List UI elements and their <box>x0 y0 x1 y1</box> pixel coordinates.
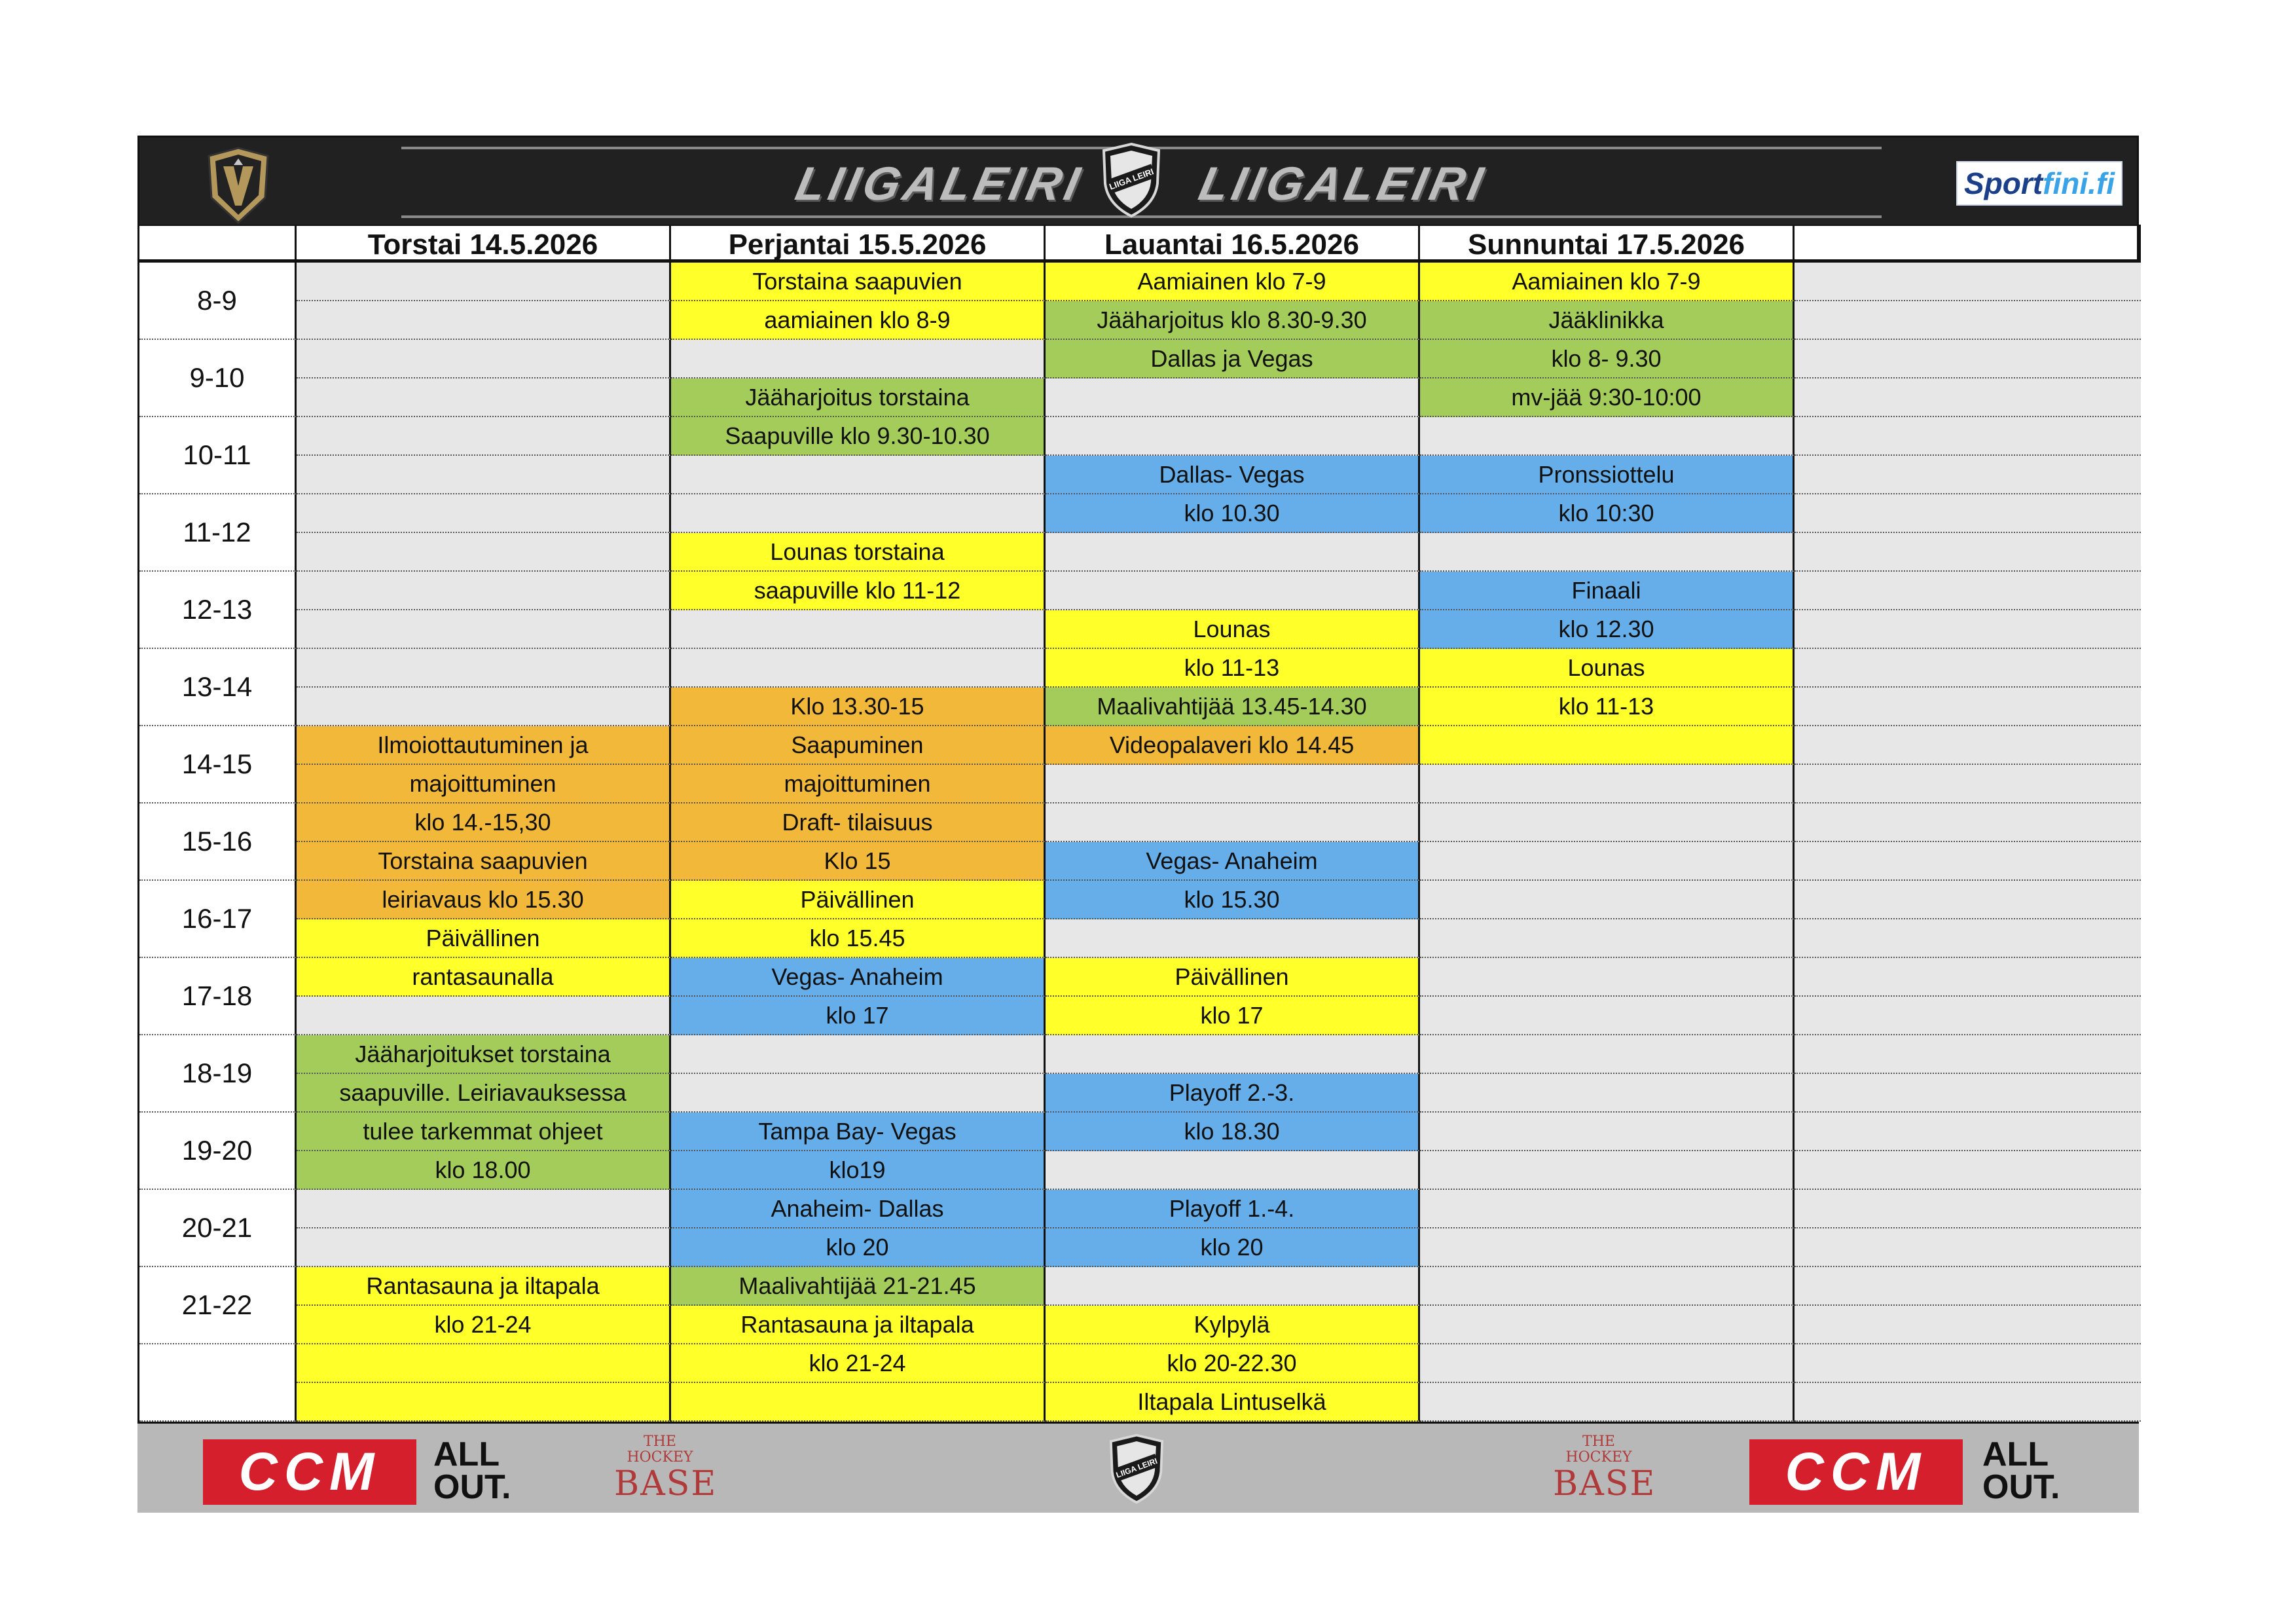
schedule-cell: Dallas- Vegas <box>1046 456 1420 494</box>
schedule-cell: klo 11-13 <box>1046 649 1420 688</box>
schedule-cell <box>1420 765 1795 803</box>
schedule-cell <box>1046 803 1420 842</box>
schedule-cell: Vegas- Anaheim <box>671 958 1046 997</box>
schedule-cell <box>1795 1228 2141 1267</box>
allout-logo-right <box>1982 1435 2060 1506</box>
schedule-cell <box>1795 417 2141 456</box>
schedule-cell: leiriavaus klo 15.30 <box>297 881 671 919</box>
schedule-cell <box>1795 997 2141 1035</box>
schedule-cell <box>1420 1306 1795 1344</box>
time-slot-label: 15-16 <box>139 803 297 881</box>
schedule-cell: klo 20-22.30 <box>1046 1344 1420 1383</box>
sportfini-logo <box>1956 161 2123 206</box>
schedule-cell: rantasaunalla <box>297 958 671 997</box>
schedule-cell <box>297 610 671 649</box>
svg-text:LIIGA LEIRI: LIIGA LEIRI <box>1108 166 1156 192</box>
schedule-cell: Jääharjoitus torstaina <box>671 378 1046 417</box>
schedule-cell <box>1795 494 2141 533</box>
hockey-base-line1: THE HOCKEY <box>627 1433 693 1466</box>
schedule-cell: klo 11-13 <box>1420 688 1795 726</box>
wordmark-left: LIIGALEIRI <box>791 158 1088 210</box>
schedule-cell: Vegas- Anaheim <box>1046 842 1420 881</box>
schedule-cell: Playoff 2.-3. <box>1046 1074 1420 1113</box>
schedule-cell <box>297 533 671 572</box>
schedule-cell <box>1795 1306 2141 1344</box>
schedule-cell <box>1046 572 1420 610</box>
schedule-cell <box>671 649 1046 688</box>
schedule-cell: Iltapala Lintuselkä <box>1046 1383 1420 1422</box>
schedule-cell <box>1420 803 1795 842</box>
schedule-cell: klo 8- 9.30 <box>1420 340 1795 378</box>
time-slot-label: 19-20 <box>139 1113 297 1190</box>
schedule-cell <box>1420 726 1795 765</box>
schedule-cell: klo 17 <box>671 997 1046 1035</box>
time-slot-label: 17-18 <box>139 958 297 1035</box>
schedule-cell: Anaheim- Dallas <box>671 1190 1046 1228</box>
schedule-cell <box>1420 1113 1795 1151</box>
hockey-base-logo-right <box>1553 1433 1656 1507</box>
schedule-cell: Aamiainen klo 7-9 <box>1046 263 1420 301</box>
schedule-cell: Aamiainen klo 7-9 <box>1420 263 1795 301</box>
schedule-cell: Pronssiottelu <box>1420 456 1795 494</box>
time-slot-label: 11-12 <box>139 494 297 572</box>
schedule-cell <box>671 340 1046 378</box>
schedule-cell: Videopalaveri klo 14.45 <box>1046 726 1420 765</box>
allout-line2-right: OUT. <box>1982 1468 2060 1506</box>
header-banner <box>137 136 2139 225</box>
schedule-cell <box>1795 919 2141 958</box>
sponsor-footer <box>137 1424 2139 1513</box>
schedule-cell <box>297 572 671 610</box>
schedule-cell: klo19 <box>671 1151 1046 1190</box>
schedule-cell <box>1795 610 2141 649</box>
schedule-cell <box>1420 417 1795 456</box>
hockey-base-line2: BASE <box>614 1464 718 1504</box>
day-header <box>139 225 297 263</box>
schedule-cell: aamiainen klo 8-9 <box>671 301 1046 340</box>
schedule-cell <box>1795 1074 2141 1113</box>
schedule-cell: Saapuville klo 9.30-10.30 <box>671 417 1046 456</box>
schedule-cell <box>1420 1344 1795 1383</box>
ccm-logo-right: CCM <box>1749 1439 1963 1505</box>
schedule-cell <box>1795 726 2141 765</box>
schedule-cell <box>1046 1267 1420 1306</box>
schedule-cell <box>297 1228 671 1267</box>
schedule-cell <box>1795 1151 2141 1190</box>
schedule-cell <box>1046 1151 1420 1190</box>
time-slot-label: 20-21 <box>139 1190 297 1267</box>
schedule-cell <box>1046 378 1420 417</box>
schedule-cell: Rantasauna ja iltapala <box>671 1306 1046 1344</box>
schedule-cell: Kylpylä <box>1046 1306 1420 1344</box>
schedule-cell: klo 20 <box>671 1228 1046 1267</box>
schedule-cell: Jääklinikka <box>1420 301 1795 340</box>
schedule-cell: Klo 13.30-15 <box>671 688 1046 726</box>
schedule-cell: Päivällinen <box>671 881 1046 919</box>
schedule-cell: saapuville. Leiriavauksessa <box>297 1074 671 1113</box>
schedule-cell <box>297 378 671 417</box>
time-slot-label: 16-17 <box>139 881 297 958</box>
schedule-cell <box>1046 919 1420 958</box>
schedule-cell <box>297 263 671 301</box>
schedule-grid <box>137 225 2139 1424</box>
hockey-base-logo-left <box>614 1433 718 1507</box>
time-slot-label: 13-14 <box>139 649 297 726</box>
schedule-cell: Playoff 1.-4. <box>1046 1190 1420 1228</box>
schedule-cell <box>1795 1344 2141 1383</box>
schedule-cell <box>1795 1383 2141 1422</box>
schedule-cell <box>1046 1035 1420 1074</box>
schedule-cell <box>1420 958 1795 997</box>
schedule-cell <box>297 456 671 494</box>
schedule-cell <box>1420 1383 1795 1422</box>
schedule-cell: Lounas <box>1046 610 1420 649</box>
schedule-cell: Jääharjoitukset torstaina <box>297 1035 671 1074</box>
schedule-cell: Draft- tilaisuus <box>671 803 1046 842</box>
schedule-cell <box>671 1035 1046 1074</box>
time-slot-label: 9-10 <box>139 340 297 417</box>
schedule-cell: Ilmoiottautuminen ja <box>297 726 671 765</box>
schedule-cell: Lounas torstaina <box>671 533 1046 572</box>
day-header: Torstai 14.5.2026 <box>297 225 671 263</box>
schedule-cell: klo 10:30 <box>1420 494 1795 533</box>
schedule-cell <box>1795 456 2141 494</box>
schedule-cell: saapuville klo 11-12 <box>671 572 1046 610</box>
schedule-cell <box>1795 803 2141 842</box>
schedule-cell: Jääharjoitus klo 8.30-9.30 <box>1046 301 1420 340</box>
schedule-cell <box>1420 881 1795 919</box>
schedule-cell <box>1795 378 2141 417</box>
schedule-cell <box>1420 1035 1795 1074</box>
schedule-cell <box>1795 1267 2141 1306</box>
schedule-cell: Torstaina saapuvien <box>297 842 671 881</box>
schedule-cell: klo 17 <box>1046 997 1420 1035</box>
schedule-cell <box>1420 1151 1795 1190</box>
schedule-cell <box>1795 842 2141 881</box>
schedule-cell <box>297 1383 671 1422</box>
time-slot-label: 8-9 <box>139 263 297 340</box>
schedule-cell <box>1795 533 2141 572</box>
schedule-cell: tulee tarkemmat ohjeet <box>297 1113 671 1151</box>
schedule-sheet <box>137 136 2139 1513</box>
schedule-cell: Maalivahtijää 21-21.45 <box>671 1267 1046 1306</box>
schedule-cell <box>1795 1035 2141 1074</box>
hockey-base-line2-right: BASE <box>1553 1464 1656 1504</box>
allout-logo-left <box>433 1435 511 1506</box>
schedule-cell <box>1795 340 2141 378</box>
schedule-cell: Maalivahtijää 13.45-14.30 <box>1046 688 1420 726</box>
hockey-base-line1-right: THE HOCKEY <box>1565 1433 1632 1466</box>
time-slot-label: 14-15 <box>139 726 297 803</box>
schedule-cell <box>1420 1074 1795 1113</box>
schedule-cell <box>1420 1267 1795 1306</box>
schedule-cell: Päivällinen <box>297 919 671 958</box>
schedule-cell <box>297 1344 671 1383</box>
schedule-cell: klo 21-24 <box>297 1306 671 1344</box>
schedule-cell <box>671 610 1046 649</box>
schedule-cell: klo 14.-15,30 <box>297 803 671 842</box>
schedule-cell <box>297 1190 671 1228</box>
schedule-cell: Tampa Bay- Vegas <box>671 1113 1046 1151</box>
schedule-cell <box>1420 1190 1795 1228</box>
schedule-cell <box>297 417 671 456</box>
liigaleiri-shield-footer-icon <box>1105 1433 1168 1505</box>
schedule-cell <box>1795 263 2141 301</box>
schedule-cell: Torstaina saapuvien <box>671 263 1046 301</box>
schedule-cell: Lounas <box>1420 649 1795 688</box>
schedule-cell: klo 21-24 <box>671 1344 1046 1383</box>
svg-text:LIIGA LEIRI: LIIGA LEIRI <box>1114 1456 1159 1480</box>
schedule-cell <box>1795 1190 2141 1228</box>
schedule-cell: klo 15.45 <box>671 919 1046 958</box>
schedule-cell: klo 12.30 <box>1420 610 1795 649</box>
schedule-cell <box>297 340 671 378</box>
schedule-cell <box>1046 417 1420 456</box>
schedule-cell <box>671 1074 1046 1113</box>
day-header <box>1795 225 2141 263</box>
schedule-cell <box>1795 881 2141 919</box>
schedule-cell: klo 20 <box>1046 1228 1420 1267</box>
time-slot-label: 18-19 <box>139 1035 297 1113</box>
liigaleiri-shield-icon <box>1099 141 1164 219</box>
schedule-cell <box>297 649 671 688</box>
time-slot-label: 10-11 <box>139 417 297 494</box>
schedule-cell: Finaali <box>1420 572 1795 610</box>
day-header: Perjantai 15.5.2026 <box>671 225 1046 263</box>
allout-line1: ALL <box>433 1435 500 1473</box>
schedule-cell <box>1420 919 1795 958</box>
schedule-cell <box>1795 958 2141 997</box>
schedule-cell: majoittuminen <box>297 765 671 803</box>
schedule-cell: Rantasauna ja iltapala <box>297 1267 671 1306</box>
schedule-cell <box>297 494 671 533</box>
schedule-cell <box>1420 533 1795 572</box>
schedule-cell <box>671 1383 1046 1422</box>
ccm-logo-left: CCM <box>203 1439 416 1505</box>
day-header: Sunnuntai 17.5.2026 <box>1420 225 1795 263</box>
schedule-cell <box>1046 533 1420 572</box>
schedule-cell <box>297 301 671 340</box>
schedule-cell <box>1795 765 2141 803</box>
schedule-cell <box>1046 765 1420 803</box>
schedule-cell <box>1795 649 2141 688</box>
schedule-cell <box>671 494 1046 533</box>
time-slot-label: 12-13 <box>139 572 297 649</box>
schedule-cell: Dallas ja Vegas <box>1046 340 1420 378</box>
schedule-cell <box>1795 1113 2141 1151</box>
schedule-cell <box>1420 842 1795 881</box>
sportfini-logo-part1: Sport <box>1964 166 2043 200</box>
wordmark-right: LIIGALEIRI <box>1194 158 1491 210</box>
schedule-cell: Saapuminen <box>671 726 1046 765</box>
allout-line1-right: ALL <box>1982 1435 2049 1473</box>
schedule-cell <box>1420 1228 1795 1267</box>
schedule-cell: klo 10.30 <box>1046 494 1420 533</box>
time-slot-label <box>139 1344 297 1422</box>
vegas-golden-knights-logo-icon <box>202 145 274 225</box>
schedule-cell <box>297 997 671 1035</box>
day-header: Lauantai 16.5.2026 <box>1046 225 1420 263</box>
schedule-cell <box>1420 997 1795 1035</box>
schedule-cell: majoittuminen <box>671 765 1046 803</box>
schedule-cell: Klo 15 <box>671 842 1046 881</box>
schedule-cell: klo 18.30 <box>1046 1113 1420 1151</box>
schedule-cell <box>1795 572 2141 610</box>
schedule-cell <box>1795 688 2141 726</box>
time-slot-label: 21-22 <box>139 1267 297 1344</box>
sportfini-logo-part2: fini.fi <box>2043 166 2115 200</box>
schedule-cell: klo 15.30 <box>1046 881 1420 919</box>
schedule-cell <box>1795 301 2141 340</box>
schedule-cell: mv-jää 9:30-10:00 <box>1420 378 1795 417</box>
schedule-cell: Päivällinen <box>1046 958 1420 997</box>
allout-line2: OUT. <box>433 1468 511 1506</box>
schedule-cell: klo 18.00 <box>297 1151 671 1190</box>
schedule-cell <box>297 688 671 726</box>
schedule-cell <box>671 456 1046 494</box>
